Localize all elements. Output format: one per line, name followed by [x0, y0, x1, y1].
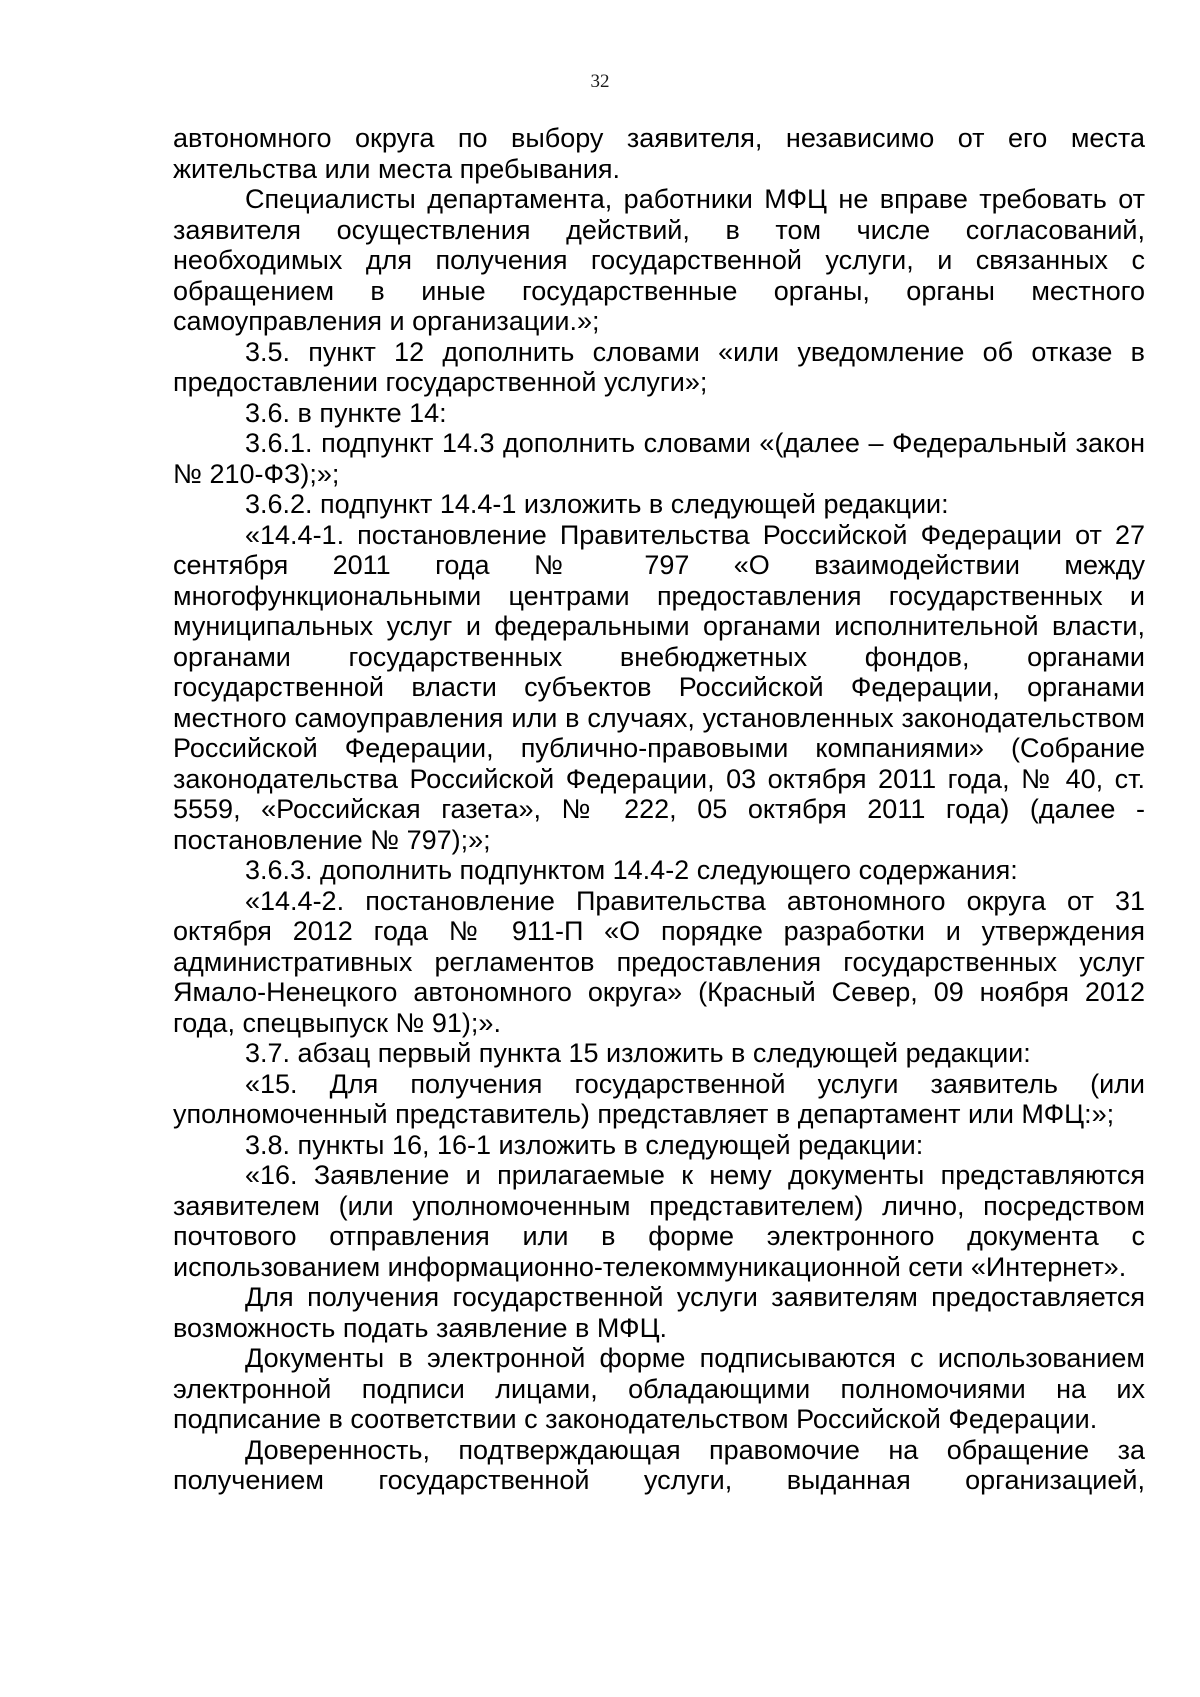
paragraph-continuation: автономного округа по выбору заявителя, независимо от его места жительства или места пребывания.	[173, 123, 1145, 184]
paragraph-3-8: 3.8. пункты 16, 16-1 изложить в следующей редакции:	[245, 1129, 924, 1160]
paragraph-15: «15. Для получения государственной услуги заявитель (или уполномоченный представитель) представляет в департамент или МФЦ:»;	[173, 1068, 1145, 1129]
page-number: 32	[590, 71, 610, 92]
paragraph-3-7: 3.7. абзац первый пункта 15 изложить в следующей редакции:	[245, 1038, 1031, 1068]
paragraph-3-6: 3.6. в пункте 14:	[245, 397, 447, 428]
paragraph-power-of-attorney: Доверенность, подтверждающая правомочие на обращение за получением государственной услуги, выданная организацией,	[173, 1434, 1145, 1495]
paragraph-14-4-1: «14.4-1. постановление Правительства Российской Федерации от 27 сентября 2011 года № 797 «О взаимодействии между многофункциональными центрами предоставления государственных и муниципальных услуг и федеральными органами исполнительной власти, органами государственных внебюджетных фондов, органами государственной власти субъектов Российской Федерации, органами местного самоуправления или в случаях, установленных законодательством Российской Федерации, публично-правовыми компаниями» (Собрание законодательства Российской Федерации, 03 октября 2011 года, № 40, ст. 5559, «Российская газета», № 222, 05 октября 2011 года) (далее - постановление № 797);»;	[173, 519, 1145, 855]
paragraph-3-6-2: 3.6.2. подпункт 14.4-1 изложить в следующей редакции:	[245, 489, 949, 519]
paragraph-mfc-option: Для получения государственной услуги заявителям предоставляется возможность подать заявление в МФЦ.	[173, 1282, 1145, 1343]
document-body	[173, 123, 1145, 1496]
paragraph-3-6-1: 3.6.1. подпункт 14.3 дополнить словами «(далее – Федеральный закон № 210-ФЗ);»;	[173, 428, 1145, 489]
paragraph-3-6-3: 3.6.3. дополнить подпунктом 14.4-2 следующего содержания:	[245, 855, 1018, 885]
paragraph-16: «16. Заявление и прилагаемые к нему документы представляются заявителем (или уполномоченным представителем) лично, посредством почтового отправления или в форме электронного документа с использованием информационно-телекоммуникационной сети «Интернет».	[173, 1160, 1145, 1282]
paragraph-electronic-signature: Документы в электронной форме подписываются с использованием электронной подписи лицами, обладающими полномочиями на их подписание в соответствии с законодательством Российской Федерации.	[173, 1343, 1145, 1434]
paragraph-14-4-2: «14.4-2. постановление Правительства автономного округа от 31 октября 2012 года № 911-П «О порядке разработки и утверждения административных регламентов предоставления государственных услуг Ямало-Ненецкого автономного округа» (Красный Север, 09 ноября 2012 года, спецвыпуск № 91);».	[173, 885, 1145, 1038]
paragraph-specialists: Специалисты департамента, работники МФЦ не вправе требовать от заявителя осуществления действий, в том числе согласований, необходимых для получения государственной услуги, и связанных с обращением в иные государственные органы, органы местного самоуправления и организации.»;	[173, 184, 1145, 336]
paragraph-3-5: 3.5. пункт 12 дополнить словами «или уведомление об отказе в предоставлении государственной услуги»;	[173, 336, 1145, 397]
